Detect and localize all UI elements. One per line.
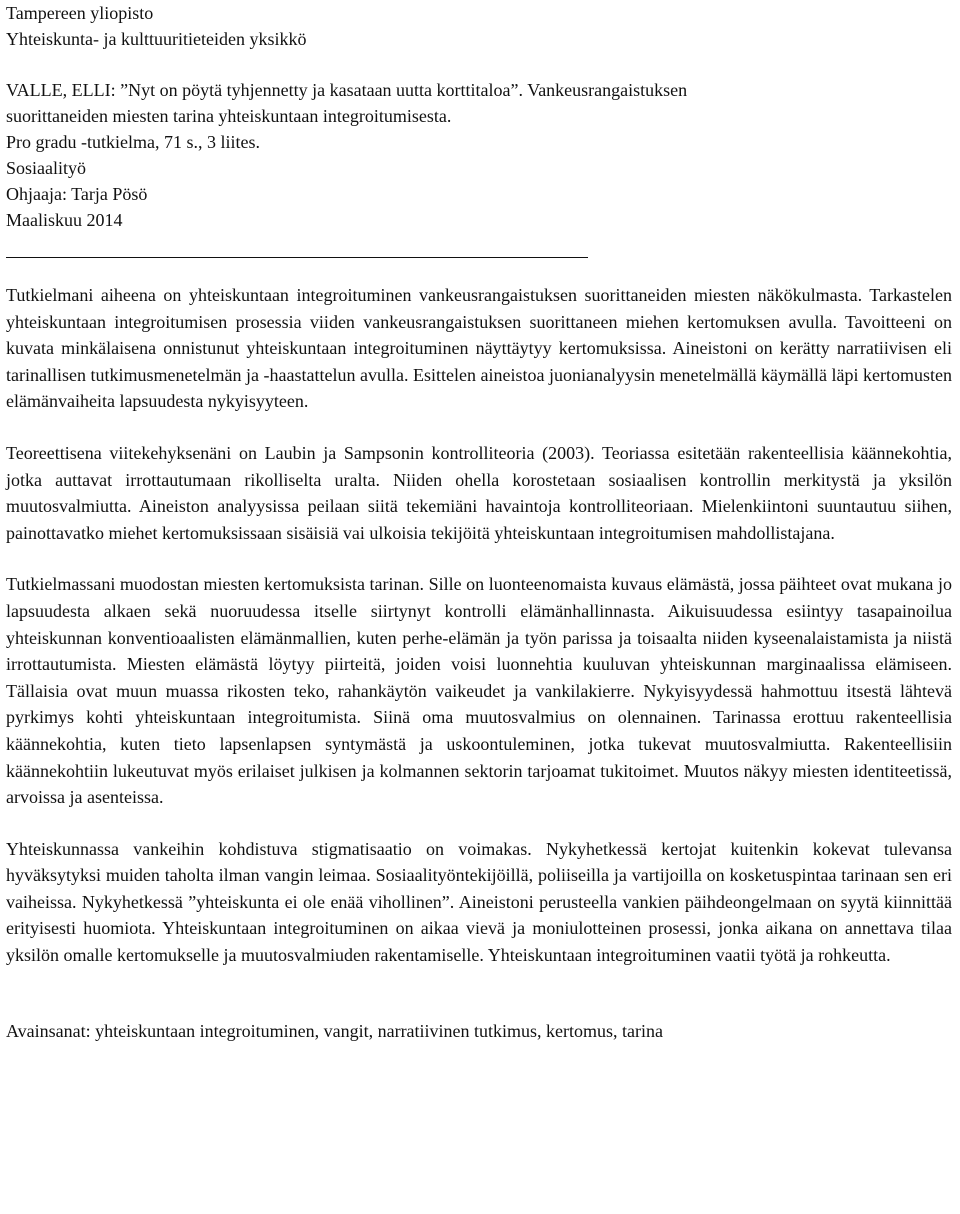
thesis-title-line-1: VALLE, ELLI: ”Nyt on pöytä tyhjennetty ja kasataan uutta korttitaloa”. Vankeusrangaistuksen	[6, 80, 688, 100]
abstract-paragraph-2: Teoreettisena viitekehyksenäni on Laubin ja Sampsonin kontrolliteoria (2003). Teoriassa esitetään rakenteellisia käännekohtia, jotka auttavat irrottautumaan rikolliselta uralta. Niiden ohella korostetaan sosiaalisen kontrollin merkitystä ja yksilön muutosvalmiutta. Aineiston analyysissa peilaan siitä tekemiäni havaintoja kontrolliteoriaan. Mielenkiintoni suuntautuu siihen, painottavatko miehet kertomuksissaan sisäisiä vai ulkoisia tekijöitä yhteiskuntaan integroitumisen mahdollistajana.	[6, 442, 952, 543]
abstract-paragraph-3: Tutkielmassani muodostan miesten kertomuksista tarinan. Sille on luonteenomaista kuvaus elämästä, jossa päihteet ovat mukana jo lapsuudesta alkaen sekä nuoruudessa itselle siirtynyt kontrolli elämänhallinnasta. Aikuisuudessa esiintyy tasapainoilua yhteiskunnan konventioaalisten elämänmallien, kuten perhe-elämän ja työn parissa ja toisaalta niiden kyseenalaistamista ja niistä irrottautumista. Miesten elämästä löytyy piirteitä, joiden voisi luonnehtia kuuluvan yhteiskunnan marginaalissa elämiseen. Tällaisia ovat muun muassa rikosten teko, rahankäytön vaikeudet ja vankilakierre. Nykyisyydessä hahmottuu itsestä lähtevä pyrkimys kohti yhteiskuntaan integroitumista. Siinä oma muutosvalmius on olennainen. Tarinassa erottuu rakenteellisia käännekohtia, kuten tieto lapsenlapsen syntymästä ja uskoontuleminen, jotka tukevat muutosvalmiutta. Rakenteellisiin käännekohtiin lukeutuvat myös erilaiset julkisen ja kolmannen sektorin tarjoamat tukitoimet. Muutos näkyy miesten identiteetissä, arvoissa ja asenteissa.	[6, 574, 952, 808]
document-page	[6, 0, 952, 1044]
thesis-type: Pro gradu -tutkielma, 71 s., 3 liites.	[6, 132, 260, 152]
divider-line	[6, 257, 588, 258]
abstract-paragraph-4: Yhteiskunnassa vankeihin kohdistuva stigmatisaatio on voimakas. Nykyhetkessä kertojat kuitenkin kokevat tulevansa hyväksytyksi muiden taholta ilman vangin leimaa. Sosiaalityöntekijöillä, poliiseilla ja vartijoilla on kosketuspintaa tarinaan sen eri vaiheissa. Nykyhetkessä ”yhteiskunta ei ole enää vihollinen”. Aineistoni perusteella vankien päihdeongelmaan on syytä kiinnittää erityisesti huomiota. Yhteiskuntaan integroituminen on aikaa vievä ja moniulotteinen prosessi, jonka aikana on annettava tilaa yksilön omalle kertomukselle ja muutosvalmiuden rakentamiselle. Yhteiskuntaan integroituminen vaatii työtä ja rohkeutta.	[6, 838, 952, 966]
thesis-subject: Sosiaalityö	[6, 158, 86, 178]
thesis-title-line-2: suorittaneiden miesten tarina yhteiskuntaan integroitumisesta.	[6, 106, 452, 126]
unit-name: Yhteiskunta- ja kulttuuritieteiden yksikkö	[6, 29, 307, 49]
abstract-paragraph-1: Tutkielmani aiheena on yhteiskuntaan integroituminen vankeusrangaistuksen suorittaneiden miesten näkökulmasta. Tarkastelen yhteiskuntaan integroitumisen prosessia viiden vankeusrangaistuksen suorittaneen miehen kertomuksen avulla. Tavoitteeni on kuvata minkälaisena onnistunut yhteiskuntaan integroituminen näyttäytyy kertomuksissa. Aineistoni on kerätty narratiivisen eli tarinallisen tutkimusmenetelmän ja -haastattelun avulla. Esittelen aineistoa juonianalyysin menetelmällä käymällä läpi kertomusten elämänvaiheita lapsuudesta nykyisyyteen.	[6, 285, 952, 412]
university-name: Tampereen yliopisto	[6, 3, 154, 23]
thesis-supervisor: Ohjaaja: Tarja Pösö	[6, 184, 148, 204]
keywords: Avainsanat: yhteiskuntaan integroituminen, vangit, narratiivinen tutkimus, kertomus, tarina	[6, 1020, 664, 1041]
thesis-date: Maaliskuu 2014	[6, 210, 123, 230]
